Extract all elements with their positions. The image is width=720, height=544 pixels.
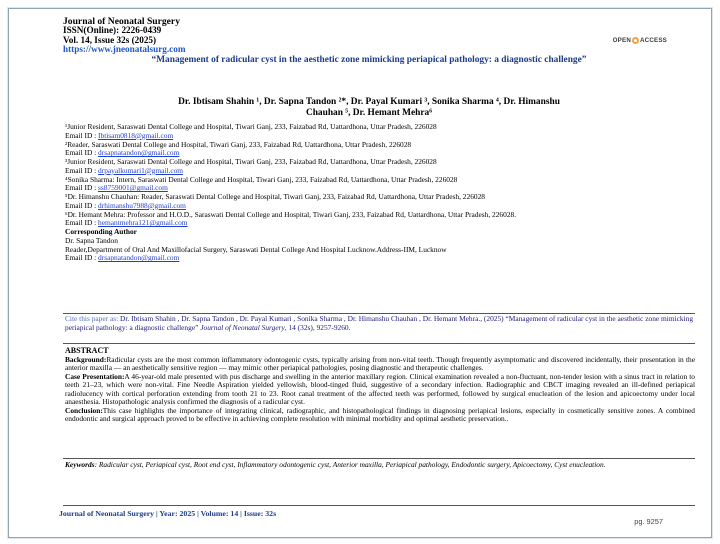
affiliations [65,123,695,263]
page-number: pg. 9257 [634,517,663,526]
divider [63,505,695,506]
keywords-text: : Radicular cyst, Periapical cyst, Root end cyst, Inflammatory odontogenic cyst, Anterior maxilla, Periapical pathology, Endodontic surgery, Apicoectomy, Cyst enucleation. [94,460,606,469]
citation-text: Dr. Ibtisam Shahin , Dr. Sapna Tandon , Dr. Payal Kumari , Sonika Sharma , Dr. Himanshu Chauhan , Dr. Hemant Mehra., (2025) “Management of radicular cyst in the aesthetic zone mimicking periapical pathology: a diagnostic challenge” [65,314,694,332]
background-label: Background: [65,354,107,364]
authors-line-1: Dr. Ibtisam Shahin ¹, Dr. Sapna Tandon ²*, Dr. Payal Kumari ³, Sonika Sharma ⁴, Dr. Himanshu [178,97,560,107]
affiliation-4: ⁴Sonika Sharma: Intern, Saraswati Dental College and Hospital, Tiwari Ganj, 233, Faizabad Rd, Uattardhona, Uttar Pradesh, 226028 [65,174,458,184]
email-row-corresponding [65,254,695,263]
journal-url[interactable]: https://www.jneonatalsurg.com [63,44,186,55]
affiliation-5: ⁵Dr. Himanshu Chauhan: Reader, Saraswati Dental College and Hospital, Tiwari Ganj, 233, Faizabad Rd, Uattardhona, Uttar Pradesh, 226028 [65,192,485,201]
abstract-case [65,373,695,407]
conclusion-text: This case highlights the importance of integrating clinical, radiographic, and histopathological findings in diagnosing periapical lesions, especially in cosmetically sensitive zones. A combined endodontic and surgical approach proved to be effective in achieving complete resolution with minimal morbidity and optimal aesthetic preservation.. [65,405,695,423]
case-text: A 46-year-old male presented with pus discharge and swelling in the anterior maxillary region. Clinical examination revealed a non-fluctuant, non-tender lesion with a sinus tract in relation to teeth 21–23, which were non-vital. Fine Needle Aspiration yielded yellowish, blood-tinged fluid, suggestive of a secondary infection. Radiographic and CBCT imaging revealed an ill-defined periapical radiolucency with cortical perforation extending from tooth 21 to 23. Root canal treatment of the affected teeth was performed, followed by surgical enucleation of the lesion and apicoectomy under local anaesthesia. Histopathologic analysis confirmed the diagnosis of a radicular cyst. [65,371,695,406]
journal-volume: Vol. 14, Issue 32s (2025) [63,34,157,45]
abstract-conclusion [65,407,695,424]
author-list [79,97,659,118]
abstract-background [65,356,695,373]
open-access-lock-icon [632,37,639,44]
email-label: Email ID : [65,130,99,140]
email-link-4[interactable]: ss8759001@gmail.com [98,183,168,193]
email-label: Email ID : [65,218,99,228]
open-access-badge [613,37,667,44]
corresponding-address: Reader,Department of Oral And Maxillofacial Surgery, Saraswati Dental College And Hospital Lucknow.Address-IIM, Lucknow [65,244,447,254]
corresponding-name: Dr. Sapna Tandon [65,235,118,245]
citation-label: Cite this paper as: [65,314,119,323]
email-label: Email ID : [65,148,99,158]
email-link-3[interactable]: drpayalkumari1@gmail.com [98,165,184,175]
corresponding-heading: Corresponding Author [65,227,137,236]
email-label: Email ID : [65,253,99,263]
document-page [8,8,712,538]
conclusion-label: Conclusion: [65,405,103,415]
email-label: Email ID : [65,165,99,175]
citation-journal: Journal of Neonatal Surgery [200,322,285,332]
journal-name: Journal of Neonatal Surgery [63,16,180,27]
open-access-left: OPEN [612,37,631,44]
background-text: Radicular cysts are the most common inflammatory odontogenic cysts, typically arising from non-vital teeth. Though frequently asymptomatic and discovered incidentally, their presentation in the anterior maxilla — an aesthetically sensitive region — may mimic other periapical pathologies, posing diagnostic and therapeutic challenges. [65,354,695,372]
affiliation-3: ³Junior Resident, Saraswati Dental College and Hospital, Tiwari Ganj, 233, Faizabad Rd, Uattardhona, Uttar Pradesh, 226028 [65,157,437,166]
case-label: Case Presentation: [65,371,125,381]
keywords-label: Keywords [65,460,95,469]
email-link-1[interactable]: Ibtisam0818@gmail.com [98,130,174,140]
email-link-corresponding[interactable]: drsapnatandon@gmail.com [98,253,180,263]
affiliation-6: ⁶Dr. Hemant Mehra: Professor and H.O.D., Saraswati Dental College and Hospital, Tiwari Ganj, 233, Faizabad Rd, Uattardhona, Uttar Pradesh, 226028. [65,209,517,219]
abstract-section [65,347,695,424]
page-footer: Journal of Neonatal Surgery | Year: 2025 | Volume: 14 | Issue: 32s [59,509,277,518]
email-link-5[interactable]: drhimanshu7988@gmail.com [98,200,186,210]
divider [63,458,695,459]
paper-title: “Management of radicular cyst in the aesthetic zone mimicking periapical pathology: a diagnostic challenge” [151,55,587,65]
authors-line-2: Chauhan ⁵, Dr. Hemant Mehra⁶ [305,107,433,118]
email-row-6 [65,219,695,228]
divider [63,343,695,344]
email-label: Email ID : [65,200,99,210]
journal-header [63,17,186,55]
affiliation-2: ²Reader, Saraswati Dental College and Hospital, Tiwari Ganj, 233, Faizabad Rd, Uattardhona, Uttar Pradesh, 226028 [65,139,412,149]
open-access-right: ACCESS [640,37,667,44]
citation [65,315,695,332]
citation-tail: , 14 (32s), 9257-9260. [284,322,351,332]
email-link-2[interactable]: drsapnatandon@gmail.com [98,148,180,158]
keywords [65,461,695,470]
email-link-6[interactable]: hemantmehra121@gmail.com [98,218,188,228]
abstract-heading: ABSTRACT [65,346,109,355]
journal-issn: ISSN(Online): 2226-0439 [63,25,162,36]
email-label: Email ID : [65,183,99,193]
affiliation-1: ¹Junior Resident, Saraswati Dental College and Hospital, Tiwari Ganj, 233, Faizabad Rd, Uattardhona, Uttar Pradesh, 226028 [65,122,437,131]
